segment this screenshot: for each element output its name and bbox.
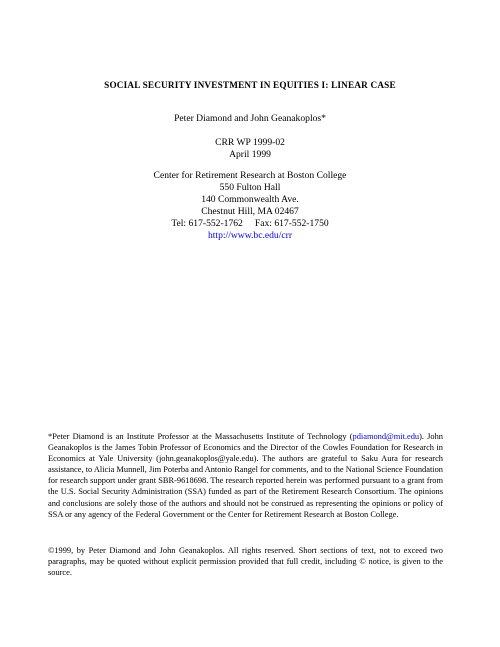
footnote-text-1: *Peter Diamond is an Institute Professor at the Massachusetts Institute of Technology ( — [48, 432, 353, 441]
telephone: Tel: 617-552-1762 — [171, 218, 243, 229]
working-paper-info — [0, 137, 500, 161]
paper-title: SOCIAL SECURITY INVESTMENT IN EQUITIES I: LINEAR CASE — [104, 80, 396, 90]
paper-authors: Peter Diamond and John Geanakoplos* — [174, 113, 326, 124]
address-line-2: 140 Commonwealth Ave. — [201, 194, 299, 205]
publication-date: April 1999 — [229, 149, 271, 160]
address-line-1: 550 Fulton Hall — [219, 182, 281, 193]
center-name: Center for Retirement Research at Boston College — [153, 170, 347, 181]
email-link[interactable]: pdiamond@mit.edu — [352, 432, 420, 441]
contact-line — [0, 218, 500, 230]
center-url-link[interactable]: http://www.bc.edu/crr — [207, 230, 293, 241]
fax: Fax: 617-552-1750 — [254, 218, 329, 229]
url-line — [0, 230, 500, 242]
center-address-block — [0, 170, 500, 242]
author-footnote — [48, 431, 443, 520]
copyright-notice: ©1999, by Peter Diamond and John Geanakoplos. All rights reserved. Short sections of text, not to exceed two paragraphs, may be quoted without explicit permission provided that full credit, including © notice, is given to the source. — [48, 546, 443, 578]
footnote-text-2: ). John Geanakoplos is the James Tobin Professor of Economics and the Director of the Cowles Foundation for Research in Economics at Yale University (john.geanakoplos@yale.edu). The authors are grateful to Saku Aura for research assistance, to Alicia Munnell, Jim Poterba and Antonio Rangel for comments, and to the National Science Foundation for research support under grant SBR-9618698. The research reported herein was performed pursuant to a grant from the U.S. Social Security Administration (SSA) funded as part of the Retirement Research Consortium. The opinions and conclusions are solely those of the authors and should not be construed as representing the opinions or policy of SSA or any agency of the Federal Government or the Center for Retirement Research at Boston College. — [48, 432, 443, 519]
working-paper-number: CRR WP 1999-02 — [215, 137, 285, 148]
address-line-3: Chestnut Hill, MA 02467 — [201, 206, 299, 217]
